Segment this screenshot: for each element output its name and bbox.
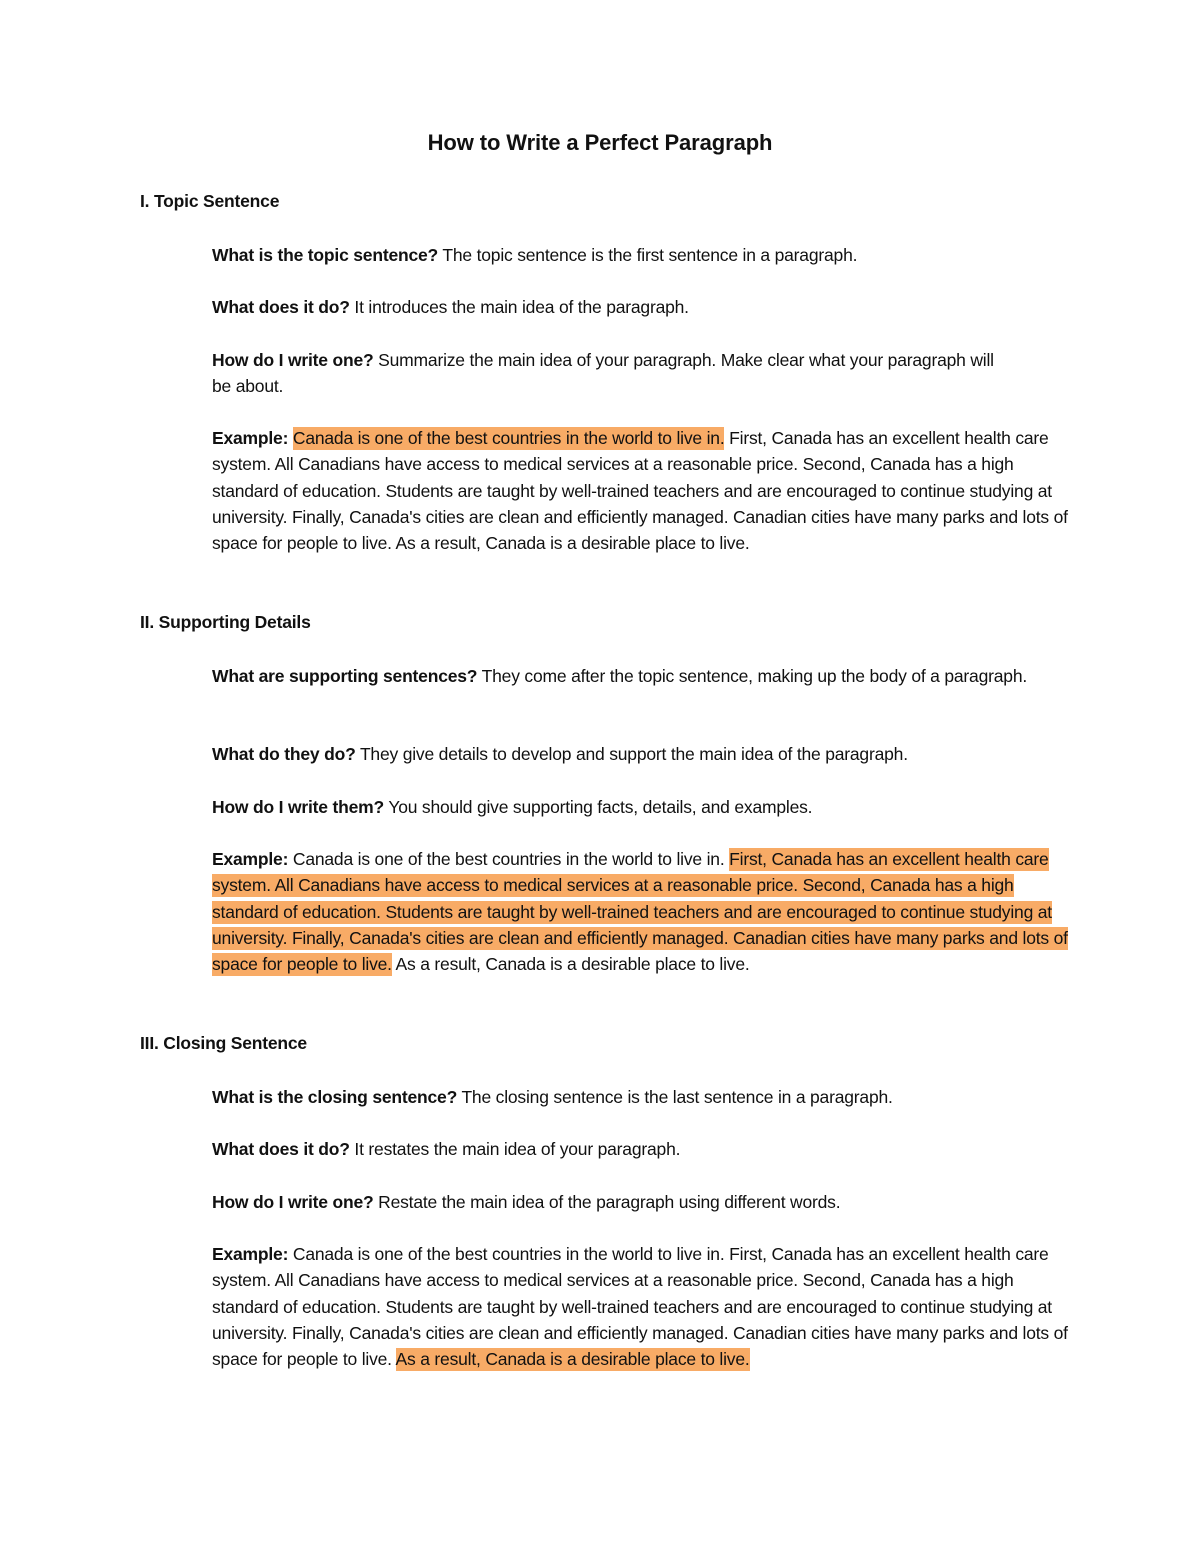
question-label: What is the closing sentence? [212, 1087, 458, 1107]
answer-text: Restate the main idea of the paragraph using different words. [373, 1192, 841, 1212]
question-label: What is the topic sentence? [212, 245, 439, 265]
section-heading-closing-sentence: III. Closing Sentence [140, 1033, 307, 1053]
section-heading-supporting-details: II. Supporting Details [140, 612, 311, 632]
example-body: First, Canada has an excellent health care system. All Canadians have access to medical services at a reasonable price. Second, Canada has a high standard of education. Students are taught by well-trained teachers and are encouraged to continue studying at university. Finally, Canada's cities are clean and efficiently managed. Canadian cities have many parks and lots of space for people to live. [212, 428, 1068, 554]
answer-text: It introduces the main idea of the paragraph. [349, 297, 689, 317]
answer-text: The topic sentence is the first sentence in a paragraph. [438, 245, 858, 265]
answer-text: The closing sentence is the last sentence in a paragraph. [457, 1087, 893, 1107]
qa-item [212, 1189, 1072, 1215]
answer-text: It restates the main idea of your paragraph. [349, 1139, 681, 1159]
example-paragraph [212, 1241, 1072, 1372]
example-label: Example: [212, 428, 289, 448]
example-label: Example: [212, 1244, 289, 1264]
highlighted-closing-sentence: As a result, Canada is a desirable place to live. [395, 1349, 750, 1370]
highlighted-topic-sentence: Canada is one of the best countries in the world to live in. [292, 428, 725, 448]
example-topic: Canada is one of the best countries in the world to live in. [292, 849, 725, 869]
example-paragraph [212, 846, 1072, 977]
question-label: How do I write one? [212, 1192, 374, 1212]
question-label: What does it do? [212, 297, 350, 317]
qa-item [212, 1136, 1072, 1162]
question-label: What do they do? [212, 744, 356, 764]
qa-item [212, 347, 1002, 400]
example-body: First, Canada has an excellent health care system. All Canadians have access to medical services at a reasonable price. Second, Canada has a high standard of education. Students are taught by well-trained teachers and are encouraged to continue studying at university. Finally, Canada's cities are clean and efficiently managed. Canadian cities have many parks and lots of space for people to live. [212, 1244, 1068, 1370]
answer-text: They come after the topic sentence, making up the body of a paragraph. [477, 666, 1028, 686]
example-paragraph [212, 425, 1072, 556]
example-topic: Canada is one of the best countries in the world to live in. [292, 1244, 725, 1264]
qa-item [212, 294, 1072, 320]
section-heading-topic-sentence: I. Topic Sentence [140, 191, 280, 211]
example-closing: As a result, Canada is a desirable place to live. [395, 954, 750, 975]
qa-item [212, 242, 1072, 268]
question-label: How do I write them? [212, 797, 384, 817]
example-closing: As a result, Canada is a desirable place to live. [395, 533, 750, 554]
document-title: How to Write a Perfect Paragraph [427, 130, 773, 155]
answer-text: You should give supporting facts, details, and examples. [383, 797, 813, 817]
qa-item [212, 741, 1072, 767]
qa-item [212, 663, 1052, 689]
answer-text: Summarize the main idea of your paragraph. Make clear what your paragraph will be about. [212, 350, 994, 397]
qa-item [212, 1084, 1072, 1110]
highlighted-supporting-sentences: First, Canada has an excellent health care system. All Canadians have access to medical services at a reasonable price. Second, Canada has a high standard of education. Students are taught by well-trained teachers and are encouraged to continue studying at university. Finally, Canada's cities are clean and efficiently managed. Canadian cities have many parks and lots of space for people to live. [212, 849, 1068, 975]
answer-text: They give details to develop and support the main idea of the paragraph. [355, 744, 908, 764]
qa-item [212, 794, 1072, 820]
example-label: Example: [212, 849, 289, 869]
question-label: How do I write one? [212, 350, 374, 370]
question-label: What are supporting sentences? [212, 666, 478, 686]
question-label: What does it do? [212, 1139, 350, 1159]
